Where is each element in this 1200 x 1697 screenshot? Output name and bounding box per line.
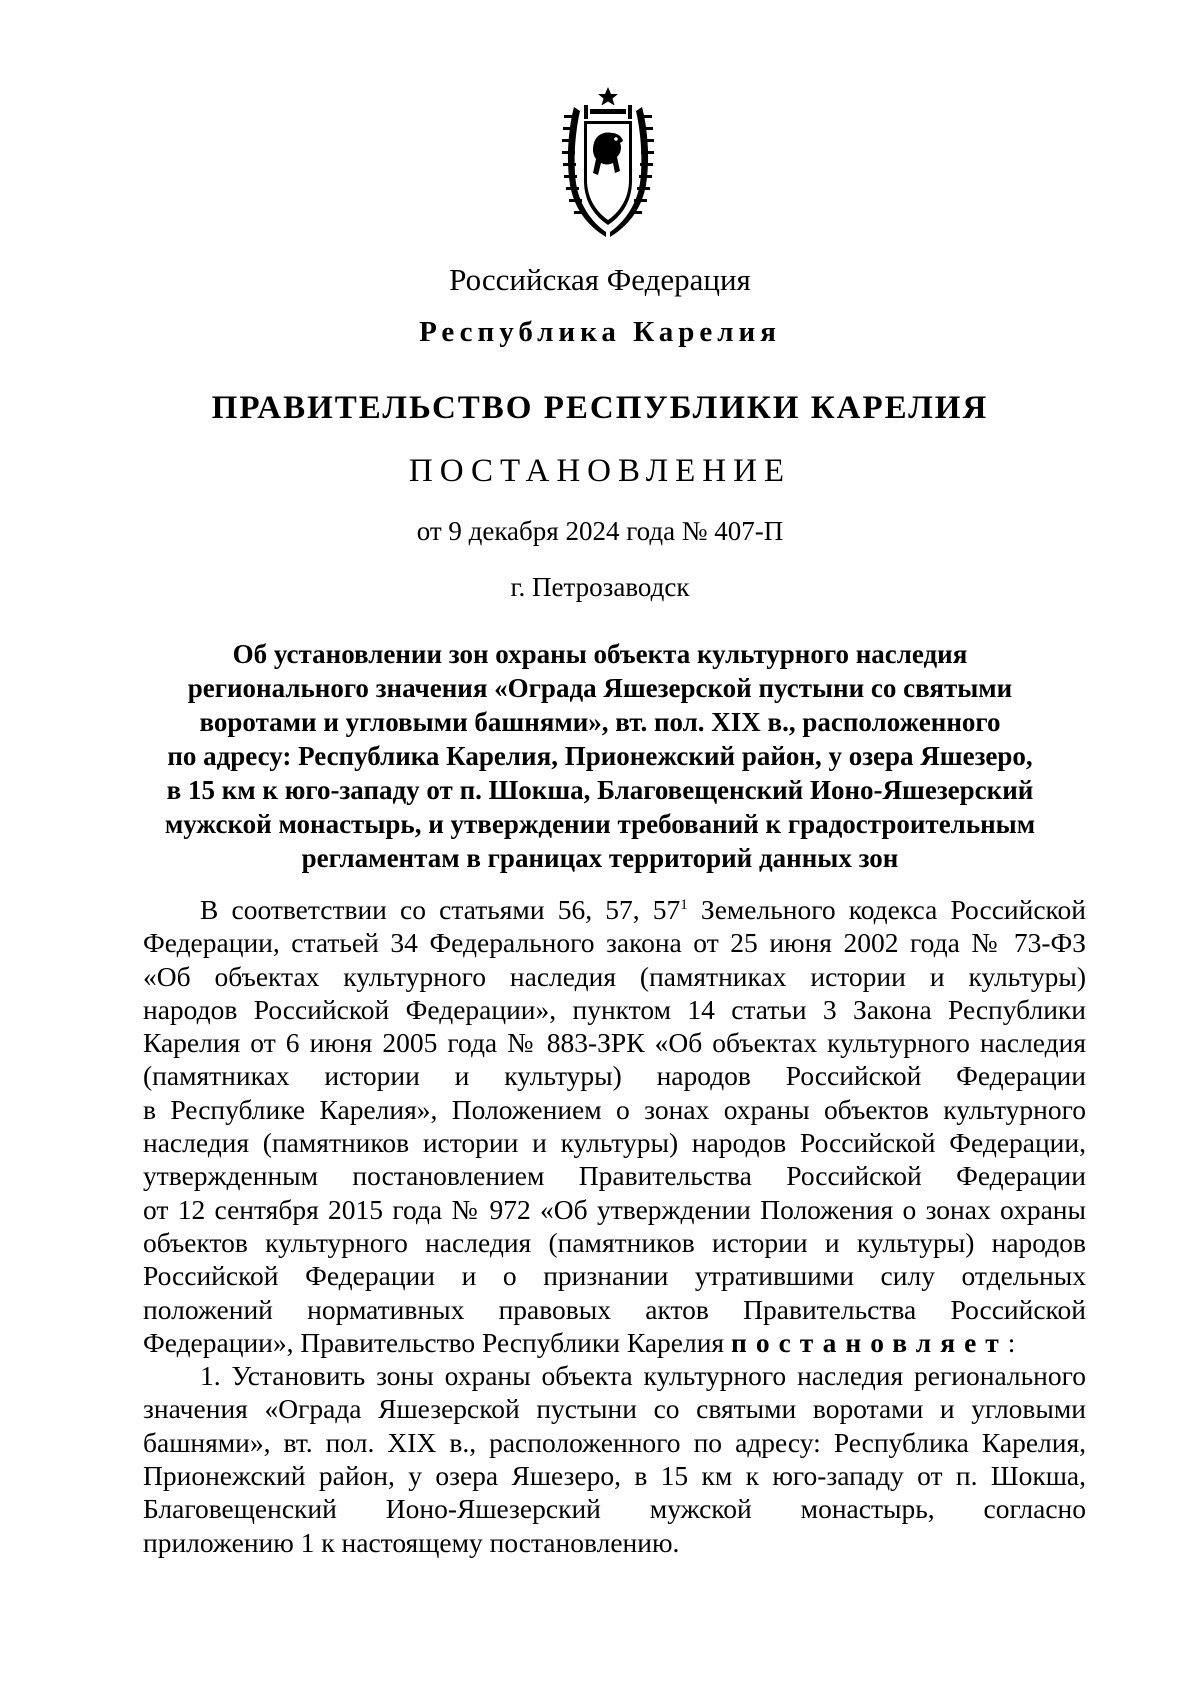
karelia-coat-of-arms-icon: [560, 85, 656, 240]
document-title: [130, 637, 1070, 875]
item1-line: значения «Ограда Яшезерской пустыни со святыми воротами и угловыми: [143, 1393, 1086, 1425]
republic-name: Республика Карелия: [419, 316, 781, 348]
preamble-text: В соответствии со статьями 56, 57, 57: [200, 894, 681, 925]
preamble-text: Земельного кодекса Российской: [687, 894, 1086, 925]
document-city: г. Петрозаводск: [510, 572, 690, 602]
preamble-last-line: [143, 1326, 1086, 1359]
footnote-superscript: 1: [680, 897, 688, 913]
decree-colon: :: [1007, 1326, 1016, 1358]
title-line: Об установлении зон охраны объекта культурного наследия: [232, 639, 968, 669]
preamble-line: «Об объектах культурного наследия (памятниках истории и культуры): [143, 960, 1086, 992]
preamble-line: Российской Федерации и о признании утратившими силу отдельных: [143, 1260, 1086, 1292]
preamble-first-line: [143, 893, 1086, 926]
title-line: регламентам в границах территорий данных зон: [301, 843, 899, 873]
preamble-line: положений нормативных правовых актов Правительства Российской: [143, 1293, 1086, 1325]
government-name: ПРАВИТЕЛЬСТВО РЕСПУБЛИКИ КАРЕЛИЯ: [211, 390, 989, 426]
decree-word: постановляет: [730, 1326, 1008, 1358]
item1-line: Благовещенский Ионо-Яшезерский мужской монастырь, согласно: [143, 1493, 1086, 1525]
title-line: регионального значения «Ограда Яшезерской пустыни со святыми: [187, 673, 1013, 703]
preamble-line: утвержденным постановлением Правительства Российской Федерации: [143, 1160, 1086, 1192]
preamble-line: (памятниках истории и культуры) народов Российской Федерации: [143, 1060, 1086, 1092]
title-line: в 15 км к юго-западу от п. Шокша, Благовещенский Ионо-Яшезерский: [166, 775, 1034, 805]
country-name: Российская Федерация: [449, 262, 751, 297]
document-date-number: от 9 декабря 2024 года № 407-П: [416, 516, 784, 546]
title-line: воротами и угловыми башнями», вт. пол. XIX в., расположенного: [199, 707, 1001, 737]
preamble-line: Карелия от 6 июня 2005 года № 883-ЗРК «Об объектах культурного наследия: [143, 1027, 1086, 1059]
preamble-line: народов Российской Федерации», пунктом 14 статьи 3 Закона Республики: [143, 993, 1086, 1025]
preamble-line: наследия (памятников истории и культуры) народов Российской Федерации,: [143, 1127, 1086, 1159]
item1-line: Прионежский район, у озера Яшезеро, в 15 км к юго-западу от п. Шокша,: [143, 1460, 1086, 1492]
preamble-line: от 12 сентября 2015 года № 972 «Об утверждении Положения о зонах охраны: [143, 1193, 1086, 1225]
item1-line: приложению 1 к настоящему постановлению.: [143, 1526, 680, 1558]
title-line: по адресу: Республика Карелия, Прионежский район, у озера Яшезеро,: [167, 741, 1033, 771]
item1-line: 1. Установить зоны охраны объекта культурного наследия регионального: [200, 1360, 1086, 1392]
preamble-line: объектов культурного наследия (памятников истории и культуры) народов: [143, 1226, 1086, 1258]
item1-line: башнями», вт. пол. XIX в., расположенного по адресу: Республика Карелия,: [143, 1426, 1086, 1458]
preamble-text: Федерации», Правительство Республики Карелия: [143, 1326, 731, 1358]
document-body: [143, 893, 1086, 1559]
title-line: мужской монастырь, и утверждении требований к градостроительным: [164, 809, 1036, 839]
preamble-line: в Республике Карелия», Положением о зонах охраны объектов культурного: [143, 1093, 1086, 1125]
document-type: ПОСТАНОВЛЕНИЕ: [408, 453, 792, 489]
preamble-line: Федерации, статьей 34 Федерального закона от 25 июня 2002 года № 73-ФЗ: [143, 927, 1086, 959]
